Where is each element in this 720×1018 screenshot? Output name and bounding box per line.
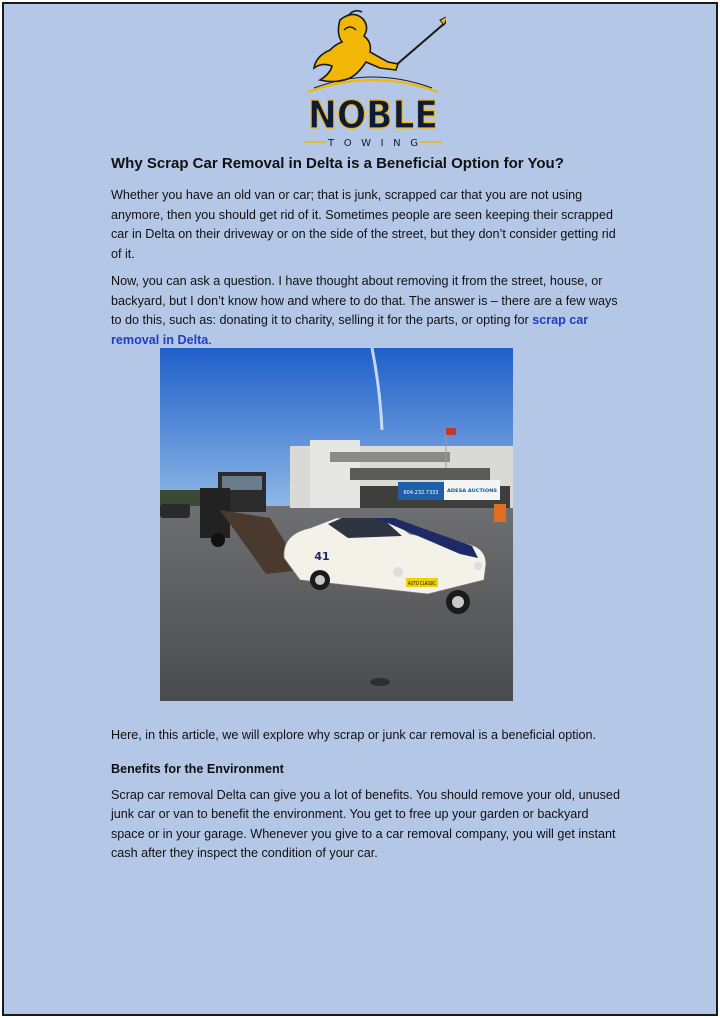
logo-tagline: T O W I N G xyxy=(328,138,418,149)
paragraph-question-text: Now, you can ask a question. I have thought about removing it from the street, house, or backyard, but I don’t know how and where to do that. The answer is – there are a few ways to do this, such as: donating it to charity, selling it for the parts, or opting for xyxy=(111,274,618,327)
paragraph-explore: Here, in this article, we will explore why scrap or junk car removal is a beneficial option. xyxy=(111,728,597,742)
paragraph-benefits: Scrap car removal Delta can give you a lot of benefits. You should remove your old, unused junk car or van to benefit the environment. You get to free up your garden or backyard space or in your garage. Whenever you give to a car removal company, you will get instant cash after they inspect the condition of your car. xyxy=(111,787,620,860)
section-heading-environment: Benefits for the Environment xyxy=(111,761,284,776)
article-title: Why Scrap Car Removal in Delta is a Beneficial Option for You? xyxy=(111,155,564,172)
article-body xyxy=(111,150,623,358)
paragraph-question-end: . xyxy=(208,332,212,347)
warrior-icon xyxy=(314,11,446,82)
license-plate-text: AUTO CLASSIC xyxy=(408,581,437,587)
tow-truck-photo xyxy=(160,348,513,701)
car-number-text: 41 xyxy=(314,550,330,563)
sign-phone-text: 604.232.7333 xyxy=(403,490,439,496)
auctions-sign-text: ADESA AUCTIONS xyxy=(447,489,493,494)
paragraph-question xyxy=(111,272,623,350)
article-body-continued xyxy=(111,726,623,872)
noble-towing-logo xyxy=(300,8,446,150)
paragraph-intro: Whether you have an old van or car; that is junk, scrapped car that you are not using anymore, then you should get rid of it. Sometimes people are seen keeping their scrapped car in Delta on their driveway or on the side of the street, but they don’t consider getting rid of it. xyxy=(111,188,616,261)
document-page xyxy=(2,2,718,1016)
scrap-car-removal-link[interactable]: scrap car removal in Delta xyxy=(111,313,589,347)
logo-brand-text: NOBLE xyxy=(308,93,438,137)
